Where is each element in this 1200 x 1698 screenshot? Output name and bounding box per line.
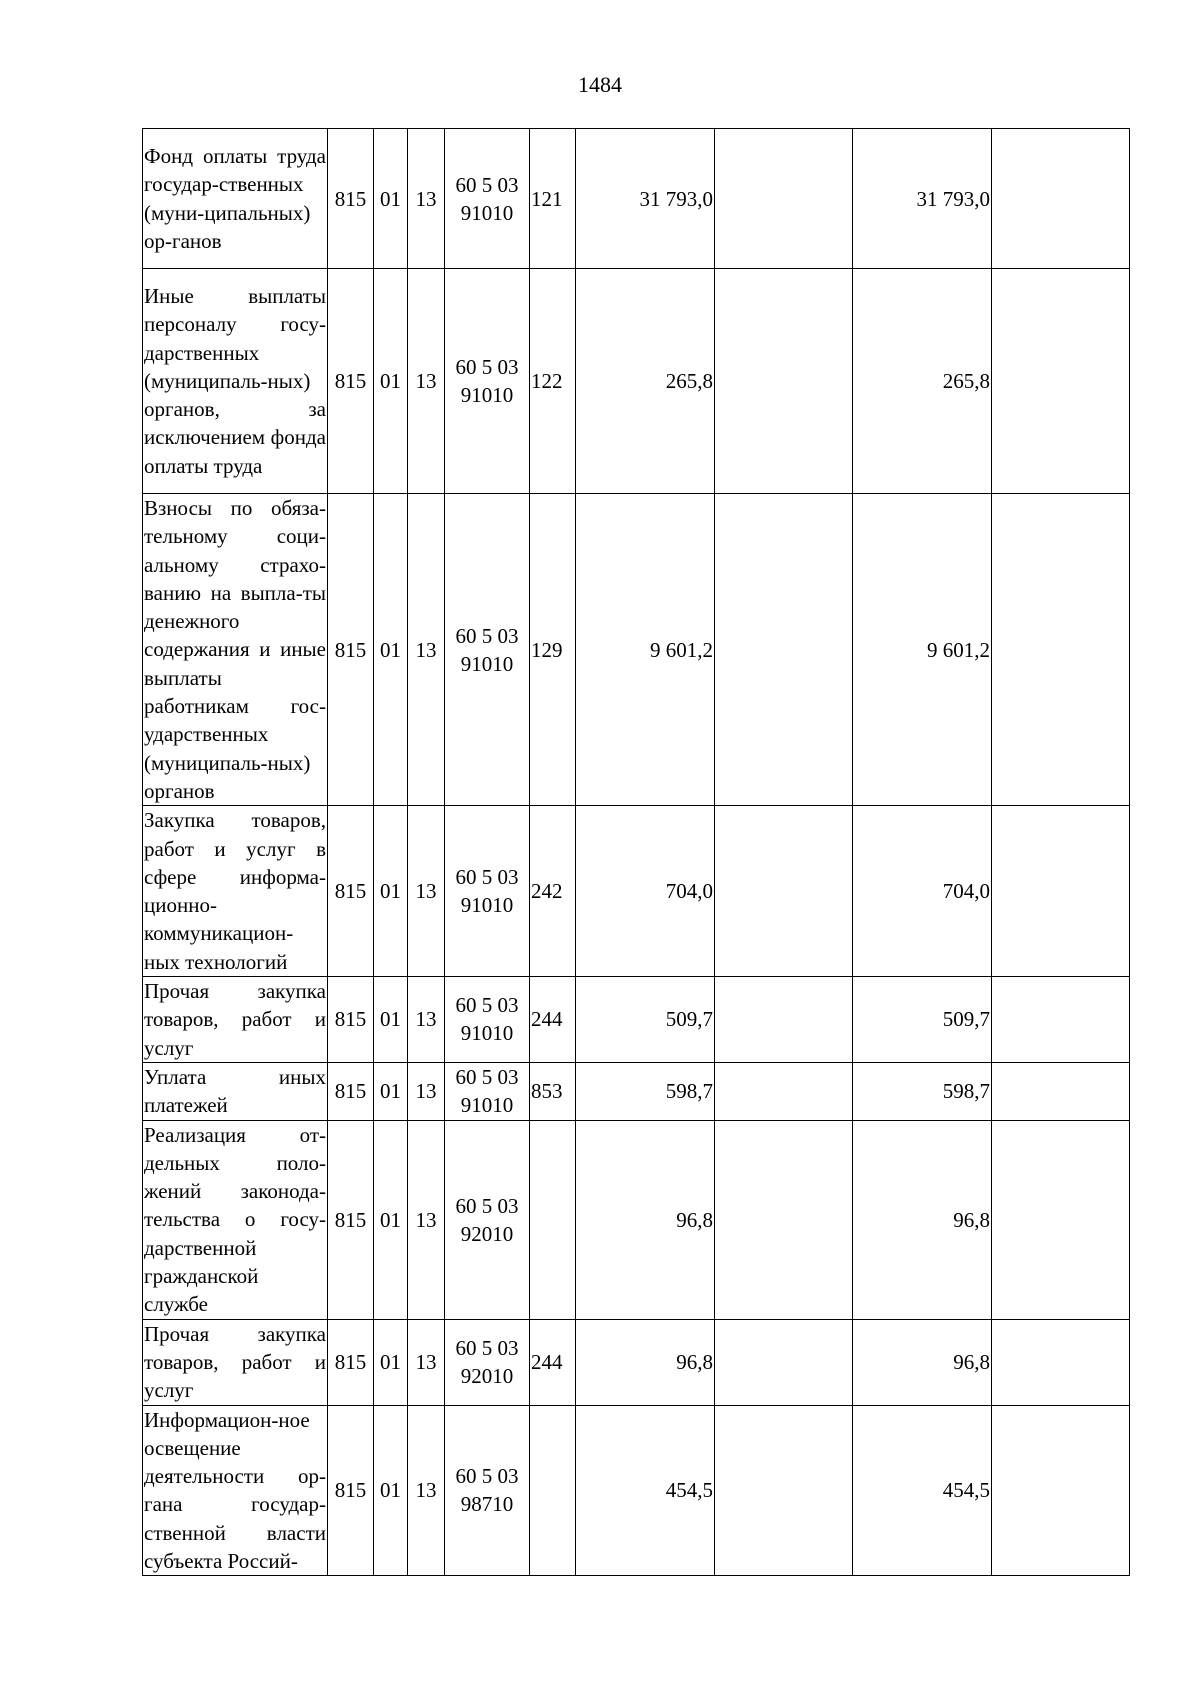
row-rz-cell: 01 [374,129,408,269]
row-pr-cell: 13 [408,1062,445,1120]
table-row [143,269,1130,494]
row-csr-cell [445,806,530,977]
row-rz-cell: 01 [374,806,408,977]
row-name-cell: Реализация от-дельных поло-жений законода-тельства о госу-дарственной гражданской службе [143,1120,328,1319]
row-rz-cell: 01 [374,269,408,494]
row-csr-part-a: 60 5 03 [455,623,519,648]
row-rz-cell: 01 [374,1405,408,1576]
row-sum2-cell [715,494,853,806]
row-csr-part-a: 60 5 03 [455,172,519,197]
row-csr-cell [445,269,530,494]
row-rz-cell: 01 [374,977,408,1063]
row-csr-part-a: 60 5 03 [455,1065,519,1090]
row-csr-cell [445,1319,530,1405]
row-sum2-cell [715,1062,853,1120]
row-csr-cell [445,129,530,269]
row-sum2-cell [715,977,853,1063]
row-rz-cell: 01 [374,1120,408,1319]
table-row [143,129,1130,269]
row-sum2-cell [715,269,853,494]
row-sum4-cell [992,1062,1130,1120]
row-csr-cell [445,1062,530,1120]
row-sum2-cell [715,1120,853,1319]
row-sum1-cell: 96,8 [576,1319,715,1405]
row-sum1-cell: 704,0 [576,806,715,977]
row-rz-cell: 01 [374,1319,408,1405]
row-sum4-cell [992,1319,1130,1405]
row-sum1-cell: 96,8 [576,1120,715,1319]
table-row [143,1405,1130,1576]
budget-table [142,128,1130,1576]
row-sum1-cell: 454,5 [576,1405,715,1576]
row-vr-cell [530,1120,576,1319]
row-csr-cell [445,1120,530,1319]
row-name-cell: Прочая закупка товаров, работ и услуг [143,1319,328,1405]
row-csr-part-a: 60 5 03 [455,1336,519,1361]
row-vr-cell: 122 [530,269,576,494]
row-csr-part-a: 60 5 03 [455,355,519,379]
row-sum3-cell: 96,8 [853,1319,992,1405]
row-csr-part-b: 91010 [460,1021,514,1046]
row-gr-cell: 815 [328,1120,374,1319]
budget-table-body [143,129,1130,1576]
row-sum3-cell: 96,8 [853,1120,992,1319]
row-sum3-cell: 509,7 [853,977,992,1063]
row-vr-cell: 853 [530,1062,576,1120]
row-sum3-cell: 598,7 [853,1062,992,1120]
row-csr-cell [445,494,530,806]
table-row [143,1319,1130,1405]
table-row [143,977,1130,1063]
row-sum2-cell [715,1319,853,1405]
row-csr-part-a: 60 5 03 [455,865,519,890]
row-sum3-cell: 9 601,2 [853,494,992,806]
row-csr-part-a: 60 5 03 [455,1464,519,1489]
row-sum3-cell: 31 793,0 [853,129,992,269]
page-number: 1484 [578,72,622,97]
row-csr-part-b: 91010 [460,1093,514,1118]
row-csr-part-b: 98710 [460,1492,514,1517]
row-name-cell: Взносы по обяза-тельному соци-альному страхо-ванию на выпла-ты денежного содержания и иные выплаты работникам гос-ударственных (муниципаль-ных) органов [143,494,328,806]
row-sum1-cell: 265,8 [576,269,715,494]
row-rz-cell: 01 [374,1062,408,1120]
row-csr-part-a: 60 5 03 [455,1193,519,1218]
row-csr-part-b: 91010 [460,893,514,918]
row-gr-cell: 815 [328,1062,374,1120]
row-sum3-cell: 265,8 [853,269,992,494]
row-pr-cell: 13 [408,1319,445,1405]
row-sum3-cell: 704,0 [853,806,992,977]
row-sum4-cell [992,806,1130,977]
row-pr-cell: 13 [408,1120,445,1319]
row-name-cell: Информацион-ное освещение деятельности ор-гана государ-ственной власти субъекта Россий- [143,1405,328,1576]
row-name-cell: Прочая закупка товаров, работ и услуг [143,977,328,1063]
row-csr-part-b: 92010 [460,1364,514,1389]
row-vr-cell [530,1405,576,1576]
row-sum4-cell [992,1405,1130,1576]
row-sum1-cell: 31 793,0 [576,129,715,269]
row-sum2-cell [715,806,853,977]
row-vr-cell: 121 [530,129,576,269]
table-row [143,494,1130,806]
row-gr-cell: 815 [328,494,374,806]
row-vr-cell: 129 [530,494,576,806]
row-csr-part-b: 91010 [460,651,514,676]
row-sum4-cell [992,269,1130,494]
row-gr-cell: 815 [328,1319,374,1405]
row-pr-cell: 13 [408,977,445,1063]
row-csr-part-b: 91010 [460,383,514,407]
row-pr-cell: 13 [408,1405,445,1576]
row-vr-cell: 244 [530,1319,576,1405]
row-pr-cell: 13 [408,494,445,806]
row-name-cell: Иные выплаты персоналу госу-дарственных (муниципаль-ных) органов, за исключением фонда оплаты труда [143,269,328,494]
row-csr-part-a: 60 5 03 [455,993,519,1018]
row-sum1-cell: 509,7 [576,977,715,1063]
table-row [143,1062,1130,1120]
table-row [143,1120,1130,1319]
row-pr-cell: 13 [408,269,445,494]
row-csr-cell [445,1405,530,1576]
row-rz-cell: 01 [374,494,408,806]
row-pr-cell: 13 [408,806,445,977]
row-gr-cell: 815 [328,977,374,1063]
row-gr-cell: 815 [328,806,374,977]
row-sum4-cell [992,494,1130,806]
row-sum1-cell: 9 601,2 [576,494,715,806]
row-pr-cell: 13 [408,129,445,269]
row-csr-part-b: 92010 [460,1221,514,1246]
row-csr-part-b: 91010 [460,200,514,225]
row-csr-cell [445,977,530,1063]
row-name-cell: Фонд оплаты труда государ-ственных (муни-ципальных) ор-ганов [143,129,328,269]
row-gr-cell: 815 [328,1405,374,1576]
row-sum4-cell [992,977,1130,1063]
row-sum1-cell: 598,7 [576,1062,715,1120]
row-vr-cell: 242 [530,806,576,977]
row-sum4-cell [992,129,1130,269]
row-sum2-cell [715,1405,853,1576]
row-name-cell: Уплата иных платежей [143,1062,328,1120]
row-gr-cell: 815 [328,269,374,494]
row-sum4-cell [992,1120,1130,1319]
row-vr-cell: 244 [530,977,576,1063]
row-sum2-cell [715,129,853,269]
row-sum3-cell: 454,5 [853,1405,992,1576]
row-gr-cell: 815 [328,129,374,269]
row-name-cell: Закупка товаров, работ и услуг в сфере информа-ционно-коммуникацион-ных технологий [143,806,328,977]
table-row [143,806,1130,977]
